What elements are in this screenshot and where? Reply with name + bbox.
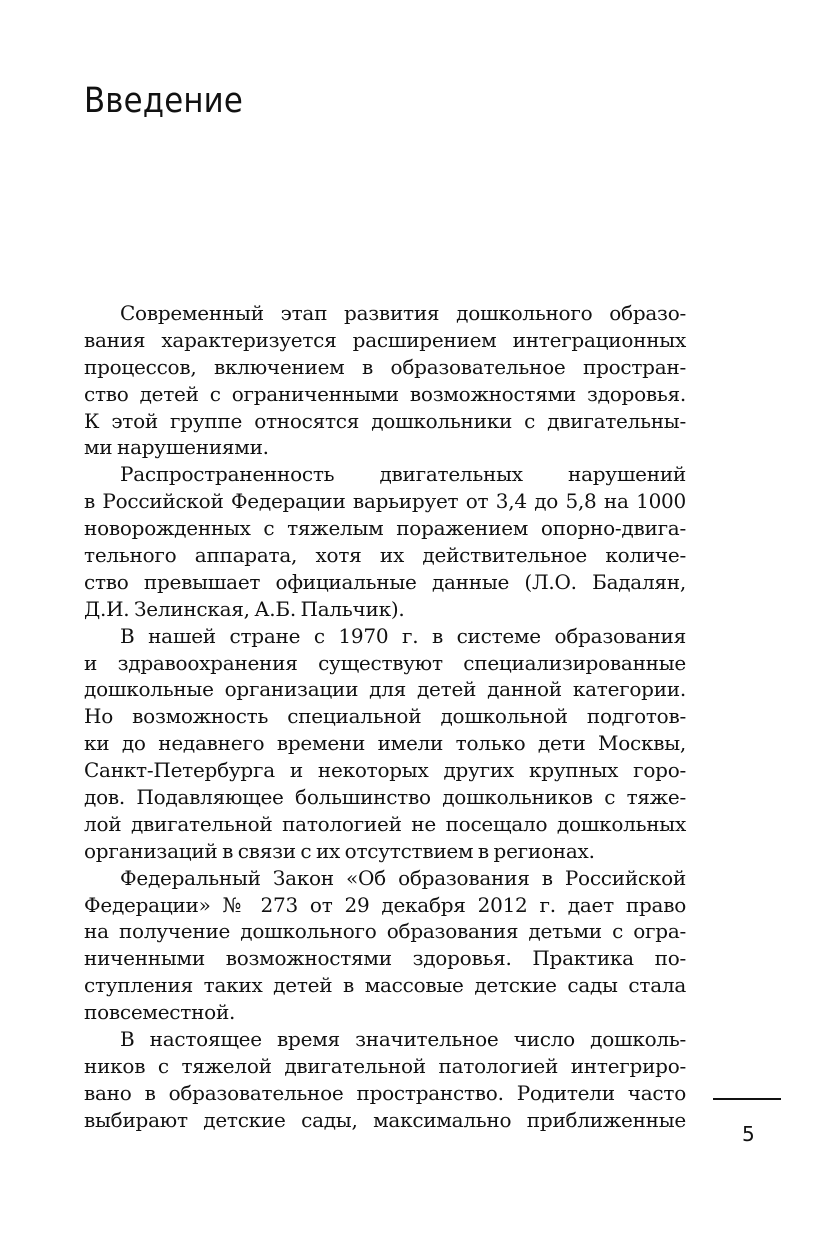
paragraph-1-line-1: Современный этап развития дошкольного образо- [120, 301, 686, 325]
paragraph-5-line-2: ников с тяжелой двигательной патологией интегриро- [84, 1053, 686, 1078]
paragraph-3-line-7: дов. Подавляющее большинство дошкольников с тяже- [84, 785, 686, 810]
paragraph-2-line-3: новорожденных с тяжелым поражением опорно-двига- [84, 516, 686, 541]
paragraph-4-line-5: ступления таких детей в массовые детские сады стала [84, 973, 686, 998]
paragraph-3-line-1: В нашей стране с 1970 г. в системе образования [120, 623, 686, 648]
paragraph-5-line-4: выбирают детские сады, максимально приближенные [84, 1107, 686, 1132]
paragraph-5-line-3: вано в образовательное пространство. Родители часто [84, 1080, 686, 1105]
paragraph-4-line-2: Федерации» № 273 от 29 декабря 2012 г. дает право [84, 892, 686, 917]
page-title: Введение [84, 81, 243, 121]
paragraph-5-line-1: В настоящее время значительное число дошколь- [120, 1027, 686, 1052]
page-number: 5 [742, 1122, 755, 1146]
paragraph-1-line-4: ство детей с ограниченными возможностями здоровья. [84, 381, 686, 406]
paragraph-4-line-6: повсеместной. [84, 1000, 236, 1025]
body-text [84, 300, 686, 1134]
paragraph-1-line-6: ми нарушениями. [84, 435, 269, 460]
paragraph-4-line-1: Федеральный Закон «Об образования в Российской [120, 865, 686, 890]
paragraph-1-line-2: вания характеризуется расширением интеграционных [84, 327, 686, 352]
footer-rule [713, 1098, 781, 1100]
paragraph-4-line-3: на получение дошкольного образования детьми с огра- [84, 919, 686, 944]
paragraph-2-line-2: в Российской Федерации варьирует от 3,4 до 5,8 на 1000 [84, 489, 686, 514]
paragraph-4-line-4: ниченными возможностями здоровья. Практика по- [84, 946, 686, 971]
paragraph-3-line-5: ки до недавнего времени имели только дети Москвы, [84, 731, 686, 756]
paragraph-3-line-2: и здравоохранения существуют специализированные [84, 650, 686, 675]
paragraph-2-line-6: Д.И. Зелинская, А.Б. Пальчик). [84, 596, 405, 621]
paragraph-3-line-4: Но возможность специальной дошкольной подготов- [84, 704, 686, 729]
paragraph-2-line-5: ство превышает официальные данные (Л.О. Бадалян, [84, 569, 686, 594]
paragraph-3-line-9: организаций в связи с их отсутствием в регионах. [84, 838, 595, 863]
paragraph-2-line-1: Распространенность двигательных нарушений [120, 462, 686, 487]
paragraph-2-line-4: тельного аппарата, хотя их действительное количе- [84, 543, 686, 568]
paragraph-3-line-8: лой двигательной патологией не посещало дошкольных [84, 811, 686, 836]
paragraph-1-line-3: процессов, включением в образовательное простран- [84, 354, 686, 379]
paragraph-1-line-5: К этой группе относятся дошкольники с двигательны- [84, 408, 686, 433]
paragraph-3-line-6: Санкт-Петербурга и некоторых других крупных горо- [84, 758, 686, 783]
paragraph-3-line-3: дошкольные организации для детей данной категории. [84, 677, 686, 702]
